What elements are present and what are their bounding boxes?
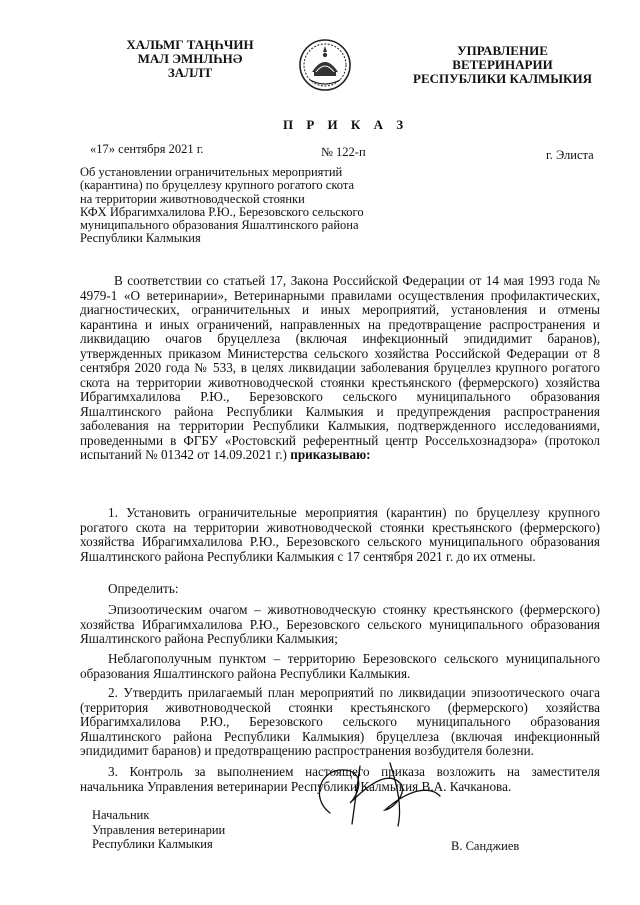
item-2-paragraph: 2. Утвердить прилагаемый план мероприятий по ликвидации эпизоотического очага (территория животноводческой стоянки крестьянского (фермерского) хозяйства Ибрагимхалилова Р.Ю., Березовского сельского муниципального образования Яшалтинского района Республики Калмыкия) бруцеллеза (включая инфекционный эпидидимит баранов) и предотвращению распространения возбудителя болезни. [80, 685, 600, 758]
subject-line: на территории животноводческой стоянки [80, 191, 305, 206]
header-right-line: ВЕТЕРИНАРИИ [452, 57, 553, 72]
epizootic-focus-paragraph: Эпизоотическим очагом – животноводческую стоянку крестьянского (фермерского) хозяйства Ибрагимхалилова Р.Ю., Березовского сельского муниципального образования Яшалтинского района Республики Калмыкия; [80, 602, 600, 646]
subject-line: КФХ Ибрагимхалилова Р.Ю., Березовского сельского [80, 204, 364, 219]
header-left-line: ЗАЛЛТ [167, 65, 213, 80]
subject-line: (карантина) по бруцеллезу крупного рогатого скота [80, 178, 355, 193]
preamble-text: В соответствии со статьей 17, Закона Российской Федерации от 14 мая 1993 года № 4979-1 «О ветеринарии», Ветеринарными правилами осуществления профилактических, диагностических, ограничительных и иных мероприятий, установления и отмены карантина и иных ограничений, направленных на предотвращение распространения и ликвидацию очагов бруцеллеза (включая инфекционный эпидидимит баранов), утвержденных приказом Министерства сельского хозяйства Российской Федерации от 8 сентября 2020 года № 533, в целях ликвидации заболевания бруцеллез крупного рогатого скота на территории животноводческой стоянки крестьянского (фермерского) хозяйства Ибрагимхалилова Р.Ю., Березовского сельского муниципального образования Яшалтинского района Республики Калмыкия и предупреждения распространения заболевания на территории Республики Калмыкия, подтвержденного исследованиями, проведенными в ФГБУ «Ростовский референтный центр Россельхознадзора» (протокол испытаний № 01342 от 14.09.2021 г.) [80, 273, 600, 462]
header-right [410, 44, 595, 86]
subject-line: Об установлении ограничительных мероприятий [80, 165, 343, 179]
preamble-paragraph [80, 274, 600, 463]
document-subject [80, 166, 364, 246]
header-right-line: РЕСПУБЛИКИ КАЛМЫКИЯ [413, 71, 592, 86]
document-number: № 122-п [321, 145, 366, 159]
unfavorable-point-paragraph: Неблагополучным пунктом – территорию Березовского сельского муниципального образования Яшалтинского района Республики Калмыкия. [80, 651, 600, 681]
signatory-name: В. Санджиев [451, 839, 520, 853]
signatory-position-line: Начальник [92, 808, 150, 822]
header-left-line: МАЛ ЭМНЛҺНӘ [137, 51, 243, 66]
order-word: приказываю: [290, 447, 371, 462]
subject-line: Республики Калмыкия [80, 231, 201, 246]
document-title: П Р И К А З [283, 117, 409, 132]
header-right-line: УПРАВЛЕНИЕ [457, 43, 548, 58]
coat-of-arms-emblem [298, 36, 352, 94]
header-left-line: ХАЛЬМГ ТАҢҺЧИН [126, 37, 254, 52]
item-3-paragraph: 3. Контроль за выполнением настоящего приказа возложить на заместителя начальника Управления ветеринарии Республики Калмыкия В.А. Качканова. [80, 764, 600, 794]
document-city: г. Элиста [546, 148, 594, 162]
document-date: «17» сентября 2021 г. [90, 142, 204, 156]
signatory-position-line: Республики Калмыкия [92, 837, 213, 851]
signatory-position-line: Управления ветеринарии [92, 822, 226, 837]
item-1-paragraph: 1. Установить ограничительные мероприятия (карантин) по бруцеллезу крупного рогатого скота на территории животноводческой стоянки крестьянского (фермерского) хозяйства Ибрагимхалилова Р.Ю., Березовского сельского муниципального образования Яшалтинского района Республики Калмыкия с 17 сентября 2021 г. до их отмены. [80, 505, 600, 564]
signatory-position [92, 808, 225, 852]
subject-line: муниципального образования Яшалтинского района [80, 218, 359, 233]
header-left [110, 38, 270, 80]
define-label: Определить: [108, 581, 179, 596]
handwritten-signature [290, 758, 460, 828]
